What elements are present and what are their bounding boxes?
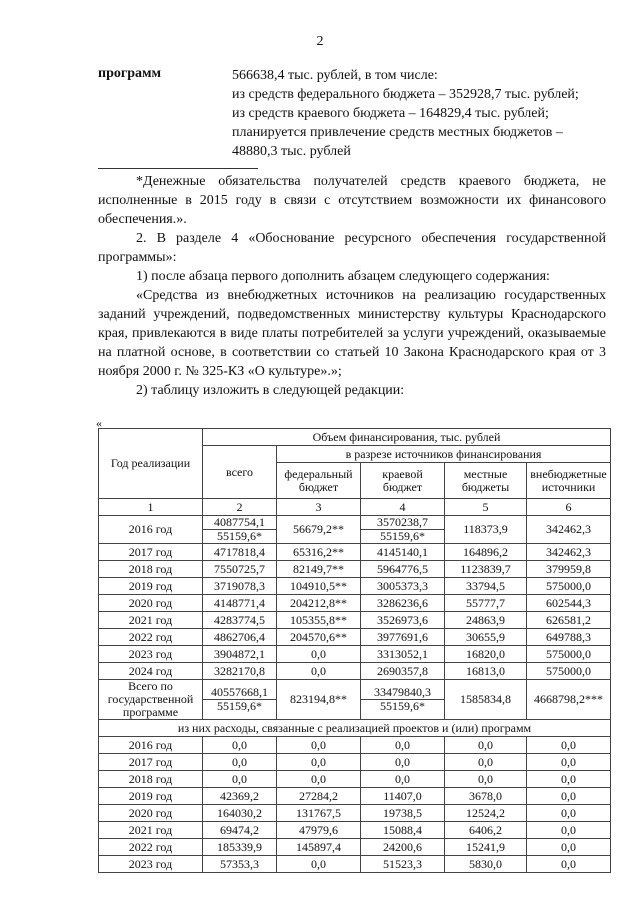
header-regional: краевой бюджет bbox=[361, 463, 445, 499]
cell-federal: 0,0 bbox=[277, 754, 361, 771]
footnote-rule bbox=[98, 168, 258, 169]
cell-year: 2018 год bbox=[99, 771, 203, 788]
cell-year: 2019 год bbox=[99, 578, 203, 595]
header-federal: федеральный бюджет bbox=[277, 463, 361, 499]
cell-regional: 15088,4 bbox=[361, 822, 445, 839]
cell-regional-value: 33479840,3 bbox=[374, 685, 431, 699]
cell-extrabudget: 379959,8 bbox=[527, 561, 611, 578]
sub-header: из них расходы, связанные с реализацией проектов и (или) программ bbox=[99, 720, 611, 737]
cell-federal: 82149,7** bbox=[277, 561, 361, 578]
cell-extrabudget: 0,0 bbox=[527, 788, 611, 805]
cell-extrabudget: 575000,0 bbox=[527, 663, 611, 680]
cell-local: 0,0 bbox=[445, 754, 527, 771]
paragraph-text: 2) таблицу изложить в следующей редакции: bbox=[136, 383, 405, 398]
program-label: программ bbox=[98, 66, 162, 81]
cell-year: 2020 год bbox=[99, 805, 203, 822]
cell-regional: 11407,0 bbox=[361, 788, 445, 805]
table-row bbox=[99, 544, 611, 561]
table-row bbox=[99, 680, 611, 720]
cell-total: 4283774,5 bbox=[203, 612, 277, 629]
header-year: Год реализации bbox=[99, 429, 203, 499]
cell-total bbox=[203, 680, 277, 720]
cell-regional-value-extra: 55159,6* bbox=[380, 699, 425, 713]
footnote bbox=[98, 172, 606, 229]
cell-year: 2022 год bbox=[99, 629, 203, 646]
column-number: 4 bbox=[361, 499, 445, 516]
cell-federal: 204212,8** bbox=[277, 595, 361, 612]
cell-regional: 0,0 bbox=[361, 737, 445, 754]
cell-extrabudget: 575000,0 bbox=[527, 646, 611, 663]
cell-local: 16813,0 bbox=[445, 663, 527, 680]
cell-regional bbox=[361, 516, 445, 544]
cell-total: 164030,2 bbox=[203, 805, 277, 822]
cell-regional: 3977691,6 bbox=[361, 629, 445, 646]
column-number: 5 bbox=[445, 499, 527, 516]
paragraph-quote bbox=[98, 286, 606, 381]
program-line: 48880,3 тыс. рублей bbox=[232, 144, 351, 159]
cell-regional: 3005373,3 bbox=[361, 578, 445, 595]
cell-year: 2023 год bbox=[99, 856, 203, 873]
header-sources: в разрезе источников финансирования bbox=[277, 446, 611, 463]
cell-total: 7550725,7 bbox=[203, 561, 277, 578]
cell-federal: 105355,8** bbox=[277, 612, 361, 629]
program-line: из средств краевого бюджета – 164829,4 тыс. рублей; bbox=[232, 106, 549, 121]
table-row bbox=[99, 612, 611, 629]
cell-extrabudget: 0,0 bbox=[527, 839, 611, 856]
cell-local: 12524,2 bbox=[445, 805, 527, 822]
cell-total: 185339,9 bbox=[203, 839, 277, 856]
table-row bbox=[99, 561, 611, 578]
cell-year: 2017 год bbox=[99, 544, 203, 561]
program-funding-text bbox=[232, 66, 612, 161]
cell-year: 2023 год bbox=[99, 646, 203, 663]
cell-total-value-extra: 55159,6* bbox=[217, 529, 262, 543]
financing-table bbox=[98, 428, 611, 873]
cell-federal: 0,0 bbox=[277, 737, 361, 754]
cell-year: 2020 год bbox=[99, 595, 203, 612]
cell-total: 69474,2 bbox=[203, 822, 277, 839]
program-line: из средств федерального бюджета – 352928,7 тыс. рублей; bbox=[232, 87, 579, 102]
paragraph-text: 2. В разделе 4 «Обоснование ресурсного обеспечения государственной программы»: bbox=[98, 231, 606, 265]
cell-federal: 823194,8** bbox=[277, 680, 361, 720]
cell-total: 0,0 bbox=[203, 754, 277, 771]
cell-extrabudget: 649788,3 bbox=[527, 629, 611, 646]
cell-extrabudget: 0,0 bbox=[527, 822, 611, 839]
cell-federal: 27284,2 bbox=[277, 788, 361, 805]
cell-local: 33794,5 bbox=[445, 578, 527, 595]
cell-total-value-extra: 55159,6* bbox=[217, 699, 262, 713]
cell-regional: 24200,6 bbox=[361, 839, 445, 856]
cell-local: 6406,2 bbox=[445, 822, 527, 839]
cell-federal: 204570,6** bbox=[277, 629, 361, 646]
cell-year: 2018 год bbox=[99, 561, 203, 578]
cell-local: 0,0 bbox=[445, 737, 527, 754]
paragraph-table-intro bbox=[98, 381, 606, 400]
footnote-text: *Денежные обязательства получателей средств краевого бюджета, не исполненные в 2015 году в связи с отсутствием возможности их финансового обеспечения.». bbox=[98, 174, 606, 227]
paragraph-text: 1) после абзаца первого дополнить абзацем следующего содержания: bbox=[136, 269, 550, 284]
cell-local: 5830,0 bbox=[445, 856, 527, 873]
cell-extrabudget: 602544,3 bbox=[527, 595, 611, 612]
cell-extrabudget: 0,0 bbox=[527, 754, 611, 771]
cell-federal: 0,0 bbox=[277, 646, 361, 663]
cell-total: 4148771,4 bbox=[203, 595, 277, 612]
cell-local: 0,0 bbox=[445, 771, 527, 788]
cell-extrabudget: 0,0 bbox=[527, 771, 611, 788]
header-local: местные бюджеты bbox=[445, 463, 527, 499]
table-row bbox=[99, 737, 611, 754]
cell-total-value: 4087754,1 bbox=[214, 515, 265, 529]
cell-regional: 51523,3 bbox=[361, 856, 445, 873]
cell-total: 3719078,3 bbox=[203, 578, 277, 595]
table-row bbox=[99, 856, 611, 873]
cell-extrabudget: 342462,3 bbox=[527, 516, 611, 544]
header-extrabudget: внебюджетные источники bbox=[527, 463, 611, 499]
page-number: 2 bbox=[316, 34, 324, 49]
cell-federal: 0,0 bbox=[277, 663, 361, 680]
program-line: планируется привлечение средств местных бюджетов – bbox=[232, 125, 563, 140]
cell-regional: 3313052,1 bbox=[361, 646, 445, 663]
cell-year: 2019 год bbox=[99, 788, 203, 805]
table-row bbox=[99, 663, 611, 680]
cell-local: 118373,9 bbox=[445, 516, 527, 544]
cell-regional-value-extra: 55159,6* bbox=[380, 529, 425, 543]
table-row bbox=[99, 754, 611, 771]
cell-total: 4862706,4 bbox=[203, 629, 277, 646]
cell-regional: 0,0 bbox=[361, 754, 445, 771]
cell-regional: 4145140,1 bbox=[361, 544, 445, 561]
cell-regional: 0,0 bbox=[361, 771, 445, 788]
cell-total: 3904872,1 bbox=[203, 646, 277, 663]
cell-local: 1585834,8 bbox=[445, 680, 527, 720]
cell-total: 3282170,8 bbox=[203, 663, 277, 680]
table-row bbox=[99, 595, 611, 612]
cell-extrabudget: 0,0 bbox=[527, 737, 611, 754]
cell-year: 2016 год bbox=[99, 516, 203, 544]
cell-extrabudget: 4668798,2*** bbox=[527, 680, 611, 720]
cell-total-value: 40557668,1 bbox=[211, 685, 268, 699]
cell-federal: 0,0 bbox=[277, 856, 361, 873]
cell-local: 3678,0 bbox=[445, 788, 527, 805]
cell-federal: 104910,5** bbox=[277, 578, 361, 595]
cell-extrabudget: 342462,3 bbox=[527, 544, 611, 561]
table-row bbox=[99, 646, 611, 663]
cell-federal: 47979,6 bbox=[277, 822, 361, 839]
cell-federal: 145897,4 bbox=[277, 839, 361, 856]
cell-year: 2021 год bbox=[99, 822, 203, 839]
cell-total: 0,0 bbox=[203, 737, 277, 754]
cell-regional: 3526973,6 bbox=[361, 612, 445, 629]
cell-extrabudget: 0,0 bbox=[527, 856, 611, 873]
header-volume: Объем финансирования, тыс. рублей bbox=[203, 429, 611, 446]
cell-federal: 0,0 bbox=[277, 771, 361, 788]
paragraph-text: «Средства из внебюджетных источников на реализацию государственных заданий учреждений, подведомственных министерству культуры Краснодарского края, привлекаются в виде платы потребителей за услуги учреждений, оказываемые на платной основе, в соответствии со статьей 10 Закона Краснодарского края от 3 ноября 2000 г. № 325-КЗ «О культуре».»; bbox=[98, 288, 606, 379]
paragraph-section4 bbox=[98, 229, 606, 267]
cell-year: 2022 год bbox=[99, 839, 203, 856]
cell-local: 164896,2 bbox=[445, 544, 527, 561]
cell-total: 42369,2 bbox=[203, 788, 277, 805]
sub-header-row bbox=[99, 720, 611, 737]
cell-local: 15241,9 bbox=[445, 839, 527, 856]
cell-local: 55777,7 bbox=[445, 595, 527, 612]
cell-local: 30655,9 bbox=[445, 629, 527, 646]
cell-federal: 131767,5 bbox=[277, 805, 361, 822]
cell-local: 16820,0 bbox=[445, 646, 527, 663]
cell-year: 2016 год bbox=[99, 737, 203, 754]
cell-total: 57353,3 bbox=[203, 856, 277, 873]
column-number: 3 bbox=[277, 499, 361, 516]
table-row bbox=[99, 771, 611, 788]
cell-regional: 5964776,5 bbox=[361, 561, 445, 578]
table-row bbox=[99, 822, 611, 839]
cell-year: 2021 год bbox=[99, 612, 203, 629]
column-number: 2 bbox=[203, 499, 277, 516]
cell-extrabudget: 575000,0 bbox=[527, 578, 611, 595]
cell-local: 1123839,7 bbox=[445, 561, 527, 578]
table-row bbox=[99, 839, 611, 856]
paragraph-insert bbox=[98, 267, 606, 286]
table-row bbox=[99, 788, 611, 805]
cell-total: 0,0 bbox=[203, 771, 277, 788]
cell-regional bbox=[361, 680, 445, 720]
cell-regional: 2690357,8 bbox=[361, 663, 445, 680]
column-number: 1 bbox=[99, 499, 203, 516]
cell-regional: 19738,5 bbox=[361, 805, 445, 822]
cell-regional-value: 3570238,7 bbox=[377, 515, 428, 529]
program-line: 566638,4 тыс. рублей, в том числе: bbox=[232, 68, 438, 83]
column-number: 6 bbox=[527, 499, 611, 516]
cell-year: 2017 год bbox=[99, 754, 203, 771]
table-row bbox=[99, 516, 611, 544]
cell-year: Всего по государственной программе bbox=[99, 680, 203, 720]
header-total: всего bbox=[203, 446, 277, 499]
cell-total bbox=[203, 516, 277, 544]
cell-total: 4717818,4 bbox=[203, 544, 277, 561]
cell-extrabudget: 626581,2 bbox=[527, 612, 611, 629]
cell-federal: 65316,2** bbox=[277, 544, 361, 561]
cell-extrabudget: 0,0 bbox=[527, 805, 611, 822]
cell-federal: 56679,2** bbox=[277, 516, 361, 544]
open-quote: « bbox=[96, 416, 102, 430]
cell-year: 2024 год bbox=[99, 663, 203, 680]
cell-local: 24863,9 bbox=[445, 612, 527, 629]
table-row bbox=[99, 578, 611, 595]
table-row bbox=[99, 805, 611, 822]
table-row bbox=[99, 629, 611, 646]
cell-regional: 3286236,6 bbox=[361, 595, 445, 612]
